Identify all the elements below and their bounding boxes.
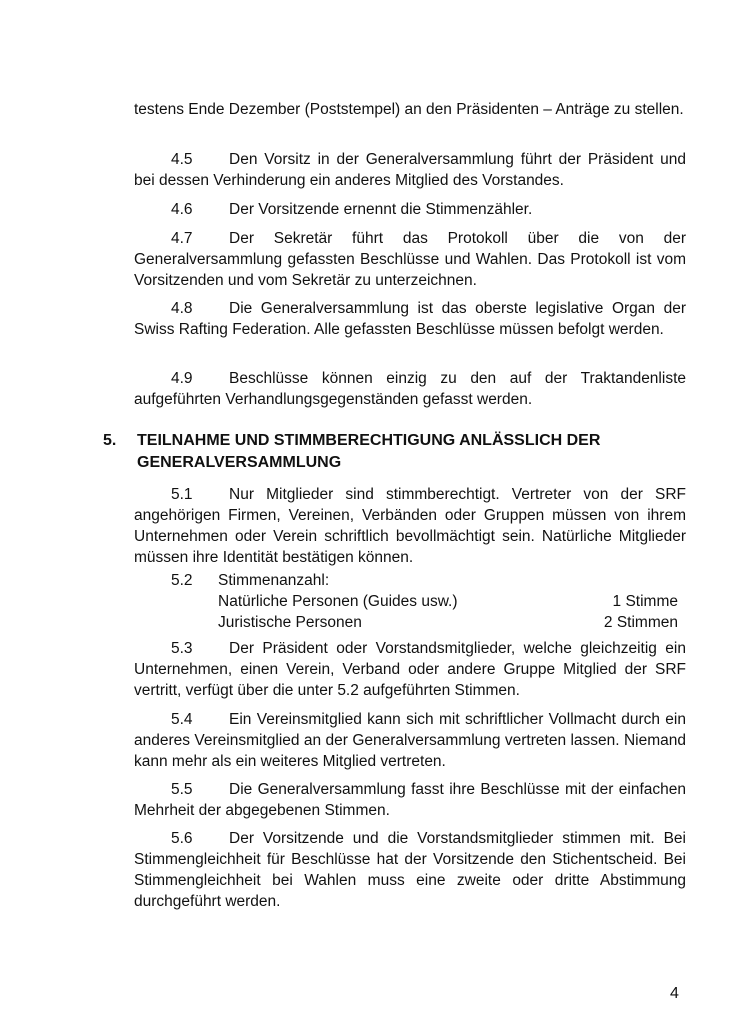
paragraph-number: 4.9 [171,370,193,387]
paragraph-text: testens Ende Dezember (Poststempel) an den Präsidenten – Anträge zu stellen. [134,101,684,118]
paragraph-number: 5.5 [171,781,193,798]
paragraph-5-6 [134,828,686,912]
paragraph-4-5 [134,149,686,191]
paragraph-4-9 [134,368,686,410]
paragraph-5-3 [134,638,686,701]
paragraph-number: 5.1 [171,486,193,503]
paragraph-number: 5.3 [171,640,193,657]
vote-row [134,612,686,633]
paragraph-4-8 [134,298,686,340]
paragraph-text: Ein Vereinsmitglied kann sich mit schriftlicher Vollmacht durch ein anderes Vereinsmitglied an der Generalversammlung vertreten lassen. Niemand kann mehr als ein weiteres Mitglied vertreten. [134,711,686,770]
paragraph-number: 4.8 [171,300,193,317]
paragraph-number: 5.4 [171,711,193,728]
vote-count-table [134,570,686,633]
paragraph-text: Die Generalversammlung ist das oberste legislative Organ der Swiss Rafting Federation. Alle gefassten Beschlüsse müssen befolgt werden. [134,300,686,338]
paragraph-5-5 [134,779,686,821]
section-number: 5. [103,432,117,449]
vote-row [134,591,686,612]
paragraph-text: Den Vorsitz in der Generalversammlung führt der Präsident und bei dessen Verhinderung ein anderes Mitglied des Vorstandes. [134,151,686,189]
paragraph-5-4 [134,709,686,772]
paragraph-text: Der Vorsitzende und die Vorstandsmitglieder stimmen mit. Bei Stimmengleichheit für Beschlüsse hat der Vorsitzende den Stichentscheid. Bei Stimmengleichheit bei Wahlen muss eine zweite oder dritte Abstimmung durchgeführt werden. [134,830,686,910]
paragraph-text: Der Sekretär führt das Protokoll über die von der Generalversammlung gefassten Beschlüsse und Wahlen. Das Protokoll ist vom Vorsitzenden und vom Sekretär zu unterzeichnen. [134,230,686,289]
paragraph-text: Nur Mitglieder sind stimmberechtigt. Vertreter von der SRF angehörigen Firmen, Vereinen, Verbänden oder Gruppen müssen von ihrem Unternehmen oder Verein schriftlich bevollmächtigt sein. Natürliche Mitglieder müssen ihre Identität bestätigen können. [134,486,686,566]
paragraph-text: Der Vorsitzende ernennt die Stimmenzähler. [229,201,533,218]
vote-count-header-row [134,570,686,591]
paragraph-text: Der Präsident oder Vorstandsmitglieder, welche gleichzeitig ein Unternehmen, einen Verein, Verband oder andere Gruppe Mitglied der SRF vertritt, verfügt über die unter 5.2 aufgeführten Stimmen. [134,640,686,699]
paragraph-text: Die Generalversammlung fasst ihre Beschlüsse mit der einfachen Mehrheit der abgegebenen Stimmen. [134,781,686,819]
paragraph-4-6 [134,199,686,220]
paragraph-continuation [134,99,686,120]
paragraph-number: 4.6 [171,201,193,218]
vote-row-label: Natürliche Personen (Guides usw.) [218,593,458,610]
vote-row-value: 2 Stimmen [603,614,678,631]
vote-row-value: 1 Stimme [612,593,678,610]
paragraph-4-7 [134,228,686,291]
vote-row-label: Juristische Personen [218,614,362,631]
paragraph-text: Beschlüsse können einzig zu den auf der Traktandenliste aufgeführten Verhandlungsgegenständen gefasst werden. [134,370,686,408]
paragraph-number: 5.6 [171,830,193,847]
section-title: TEILNAHME UND STIMMBERECHTIGUNG ANLÄSSLICH DER GENERALVERSAMMLUNG [137,432,601,471]
paragraph-number: 5.2 [171,572,193,589]
vote-count-label: Stimmenanzahl: [218,572,330,589]
paragraph-5-1 [134,484,686,568]
page-number: 4 [670,985,679,1002]
paragraph-number: 4.5 [171,151,193,168]
paragraph-number: 4.7 [171,230,193,247]
